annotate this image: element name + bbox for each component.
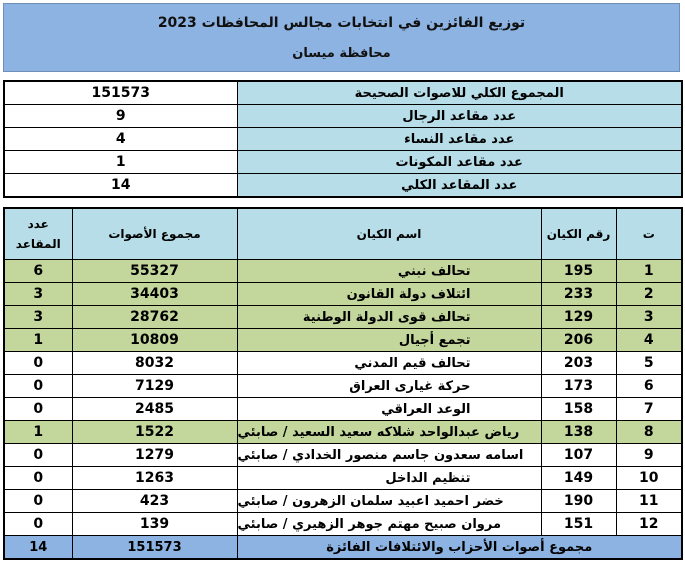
index-cell: 11 <box>616 490 682 513</box>
index-cell: 2 <box>616 283 682 306</box>
summary-label: عدد المقاعد الكلي <box>237 174 682 198</box>
index-cell: 12 <box>616 513 682 536</box>
votes-cell: 34403 <box>72 283 237 306</box>
index-cell: 7 <box>616 398 682 421</box>
entity-number-cell: 203 <box>541 352 616 375</box>
report-subtitle: محافظة ميسان <box>292 46 391 61</box>
entity-number-cell: 195 <box>541 260 616 283</box>
table-row <box>4 283 682 306</box>
summary-value: 9 <box>4 105 237 128</box>
summary-label: عدد مقاعد الرجال <box>237 105 682 128</box>
summary-row-men-seats <box>4 105 682 128</box>
summary-row-women-seats <box>4 128 682 151</box>
results-table <box>3 207 683 560</box>
entity-name-cell: خضر احميد اعبيد سلمان الزهرون / صابئي <box>237 490 541 513</box>
entity-number-cell: 129 <box>541 306 616 329</box>
seats-cell: 1 <box>4 421 72 444</box>
report-title: توزيع الفائزين في انتخابات مجالس المحافظات 2023 <box>157 15 526 31</box>
entity-name-cell: اسامه سعدون جاسم منصور الخدادي / صابئي <box>237 444 541 467</box>
table-row <box>4 398 682 421</box>
header-seats: عدد المقاعد <box>4 208 72 260</box>
summary-row-component-seats <box>4 151 682 174</box>
entity-number-cell: 149 <box>541 467 616 490</box>
votes-cell: 1279 <box>72 444 237 467</box>
footer-label: مجموع أصوات الأحزاب والائتلافات الفائزة <box>237 536 682 560</box>
entity-name-cell: حركة غيارى العراق <box>237 375 541 398</box>
summary-label: عدد مقاعد المكونات <box>237 151 682 174</box>
seats-cell: 3 <box>4 306 72 329</box>
seats-cell: 0 <box>4 467 72 490</box>
table-row <box>4 513 682 536</box>
table-row <box>4 490 682 513</box>
seats-cell: 6 <box>4 260 72 283</box>
header-entity-number: رقم الكيان <box>541 208 616 260</box>
header-index: ت <box>616 208 682 260</box>
summary-value: 14 <box>4 174 237 198</box>
summary-label: عدد مقاعد النساء <box>237 128 682 151</box>
votes-cell: 10809 <box>72 329 237 352</box>
header-total-votes: مجموع الأصوات <box>72 208 237 260</box>
entity-number-cell: 206 <box>541 329 616 352</box>
index-cell: 9 <box>616 444 682 467</box>
index-cell: 1 <box>616 260 682 283</box>
table-row <box>4 467 682 490</box>
table-row <box>4 352 682 375</box>
summary-label: المجموع الكلي للاصوات الصحيحة <box>237 81 682 105</box>
entity-number-cell: 173 <box>541 375 616 398</box>
table-row <box>4 421 682 444</box>
index-cell: 5 <box>616 352 682 375</box>
seats-cell: 0 <box>4 398 72 421</box>
index-cell: 4 <box>616 329 682 352</box>
report-header <box>3 3 680 72</box>
table-row <box>4 375 682 398</box>
votes-cell: 8032 <box>72 352 237 375</box>
entity-number-cell: 190 <box>541 490 616 513</box>
table-row <box>4 444 682 467</box>
votes-cell: 1263 <box>72 467 237 490</box>
entity-name-cell: الوعد العراقي <box>237 398 541 421</box>
table-footer-row <box>4 536 682 560</box>
votes-cell: 2485 <box>72 398 237 421</box>
seats-cell: 1 <box>4 329 72 352</box>
table-row <box>4 329 682 352</box>
entity-number-cell: 151 <box>541 513 616 536</box>
summary-table <box>3 80 683 198</box>
entity-name-cell: رياض عبدالواحد شلاكه سعيد السعيد / صابئي <box>237 421 541 444</box>
seats-cell: 0 <box>4 513 72 536</box>
index-cell: 3 <box>616 306 682 329</box>
votes-cell: 1522 <box>72 421 237 444</box>
entity-name-cell: تنظيم الداخل <box>237 467 541 490</box>
entity-number-cell: 107 <box>541 444 616 467</box>
seats-cell: 0 <box>4 352 72 375</box>
summary-value: 151573 <box>4 81 237 105</box>
seats-cell: 0 <box>4 375 72 398</box>
table-row <box>4 260 682 283</box>
seats-cell: 0 <box>4 490 72 513</box>
entity-number-cell: 138 <box>541 421 616 444</box>
entity-name-cell: تجمع أجيال <box>237 329 541 352</box>
votes-cell: 28762 <box>72 306 237 329</box>
entity-number-cell: 233 <box>541 283 616 306</box>
index-cell: 6 <box>616 375 682 398</box>
votes-cell: 55327 <box>72 260 237 283</box>
votes-cell: 139 <box>72 513 237 536</box>
seats-cell: 0 <box>4 444 72 467</box>
summary-value: 4 <box>4 128 237 151</box>
header-entity-name: اسم الكيان <box>237 208 541 260</box>
summary-row-total-seats <box>4 174 682 198</box>
entity-name-cell: مروان صبيح مهتم جوهر الزهيري / صابئي <box>237 513 541 536</box>
entity-name-cell: تحالف قيم المدني <box>237 352 541 375</box>
votes-cell: 7129 <box>72 375 237 398</box>
summary-row-total-valid-votes <box>4 81 682 105</box>
seats-cell: 3 <box>4 283 72 306</box>
entity-name-cell: ائتلاف دولة القانون <box>237 283 541 306</box>
table-row <box>4 306 682 329</box>
index-cell: 10 <box>616 467 682 490</box>
entity-name-cell: تحالف نبني <box>237 260 541 283</box>
footer-votes: 151573 <box>72 536 237 560</box>
entity-name-cell: تحالف قوى الدولة الوطنية <box>237 306 541 329</box>
footer-seats: 14 <box>4 536 72 560</box>
index-cell: 8 <box>616 421 682 444</box>
entity-number-cell: 158 <box>541 398 616 421</box>
votes-cell: 423 <box>72 490 237 513</box>
summary-value: 1 <box>4 151 237 174</box>
table-header-row <box>4 208 682 260</box>
